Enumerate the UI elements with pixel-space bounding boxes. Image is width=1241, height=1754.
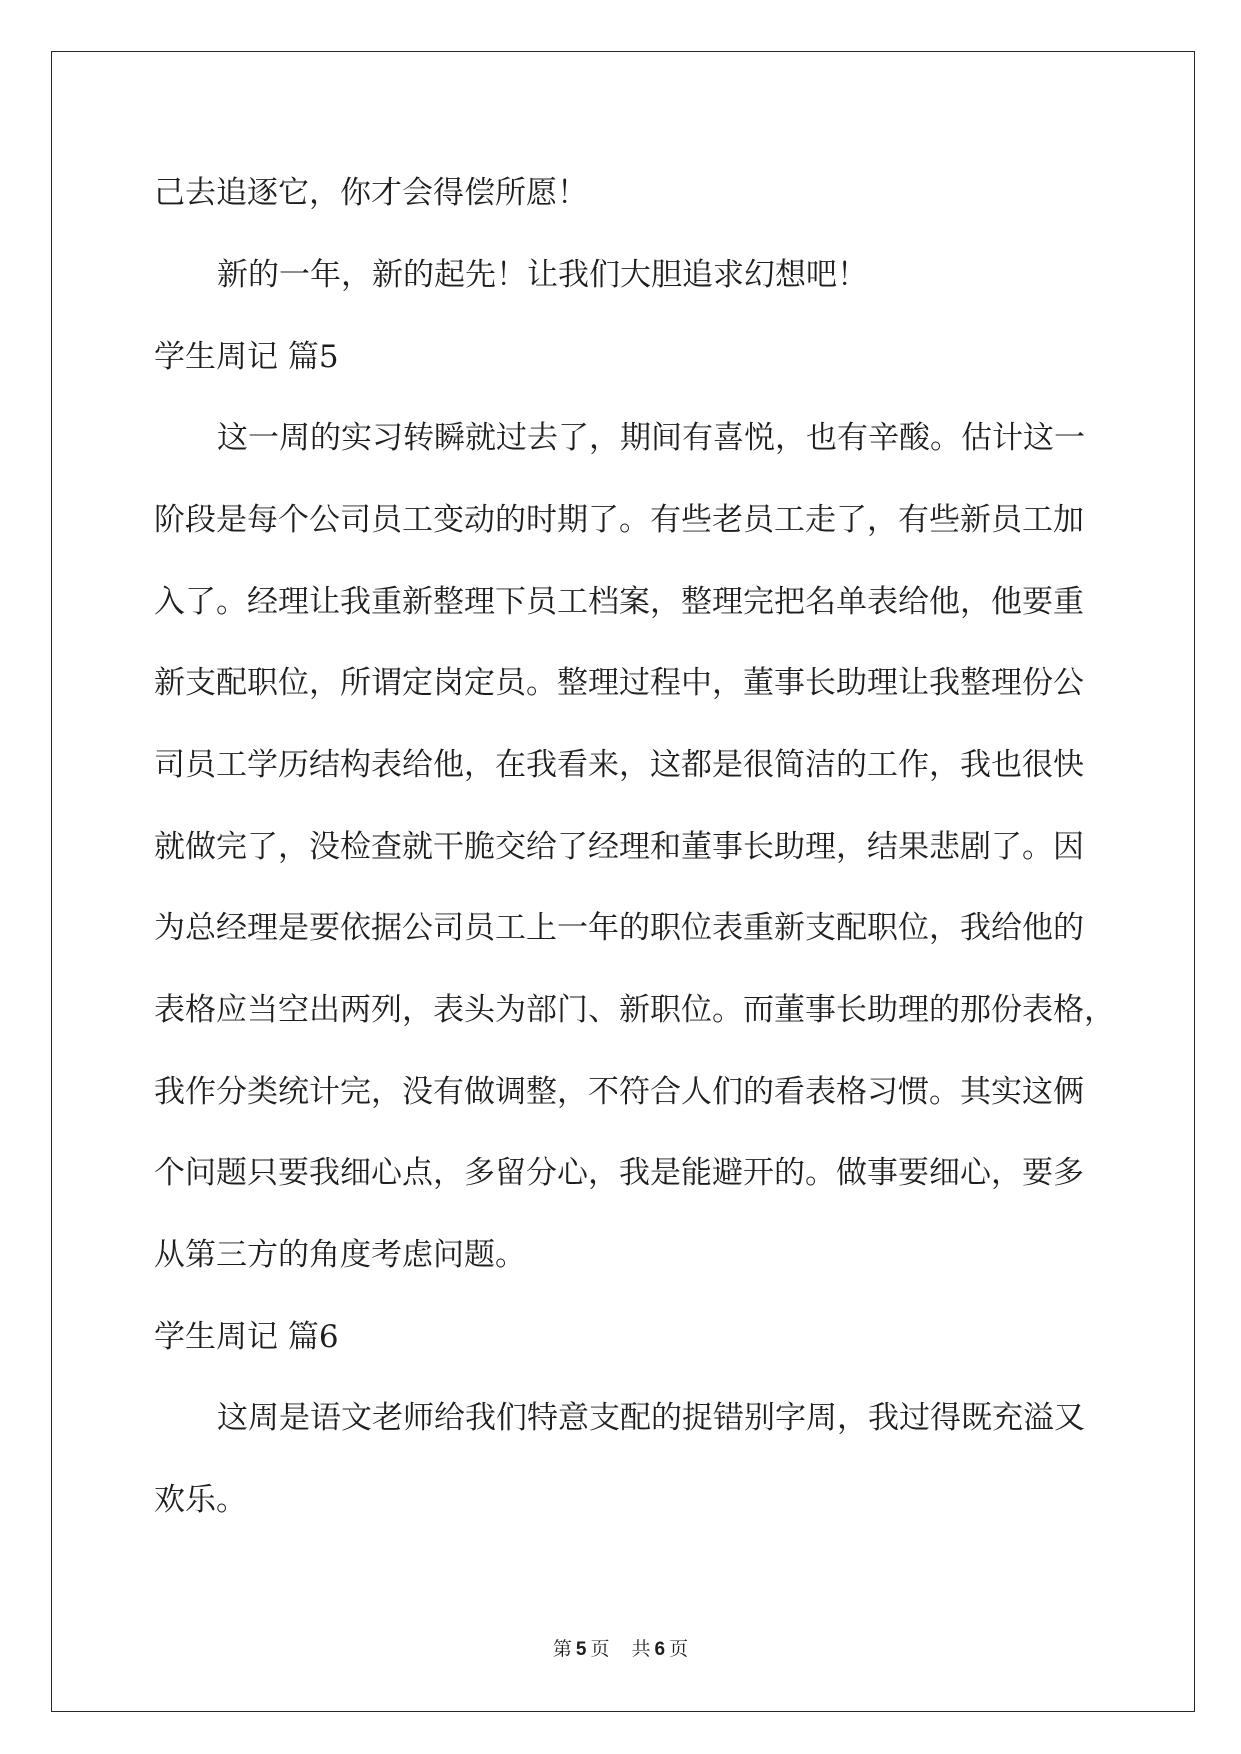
body-text-line: 司员工学历结构表给他，在我看来，这都是很简洁的工作，我也很快 xyxy=(154,747,1084,783)
body-text-line: 阶段是每个公司员工变动的时期了。有些老员工走了，有些新员工加 xyxy=(154,502,1084,538)
body-text-line: 个问题只要我细心点，多留分心，我是能避开的。做事要细心，要多 xyxy=(154,1155,1084,1191)
body-text-line: 就做完了，没检查就干脆交给了经理和董事长助理，结果悲剧了。因 xyxy=(154,829,1084,865)
body-text-line: 我作分类统计完，没有做调整，不符合人们的看表格习惯。其实这俩 xyxy=(154,1074,1084,1110)
body-text-line: 入了。经理让我重新整理下员工档案，整理完把名单表给他，他要重 xyxy=(154,584,1084,620)
page-number: 5 xyxy=(575,1639,587,1660)
body-text-line: 表格应当空出两列，表头为部门、新职位。而董事长助理的那份表格， xyxy=(154,992,1115,1028)
body-text-line: 这周是语文老师给我们特意支配的捉错别字周，我过得既充溢又 xyxy=(217,1400,1085,1436)
body-text-line: 欢乐。 xyxy=(154,1482,247,1518)
page-border xyxy=(51,51,1195,1712)
section-heading: 学生周记 篇5 xyxy=(154,339,339,375)
page-footer xyxy=(0,1636,1241,1662)
total-pages: 6 xyxy=(654,1639,666,1660)
paragraph-closing-line: 新的一年，新的起先！让我们大胆追求幻想吧！ xyxy=(217,257,868,293)
section-heading: 学生周记 篇6 xyxy=(154,1319,339,1355)
total-label-prefix: 共 xyxy=(631,1638,651,1660)
body-text-line: 新支配职位，所谓定岗定员。整理过程中，董事长助理让我整理份公 xyxy=(154,665,1084,701)
body-text-line: 为总经理是要依据公司员工上一年的职位表重新支配职位，我给他的 xyxy=(154,910,1084,946)
body-text-line: 从第三方的角度考虑问题。 xyxy=(154,1237,526,1273)
page-label-prefix: 第 xyxy=(552,1638,572,1660)
body-text-line: 这一周的实习转瞬就过去了，期间有喜悦，也有辛酸。估计这一 xyxy=(217,420,1085,456)
total-label-suffix: 页 xyxy=(669,1638,689,1660)
paragraph-continuation-line: 己去追逐它，你才会得偿所愿！ xyxy=(154,175,588,211)
page-label-suffix: 页 xyxy=(590,1638,610,1660)
